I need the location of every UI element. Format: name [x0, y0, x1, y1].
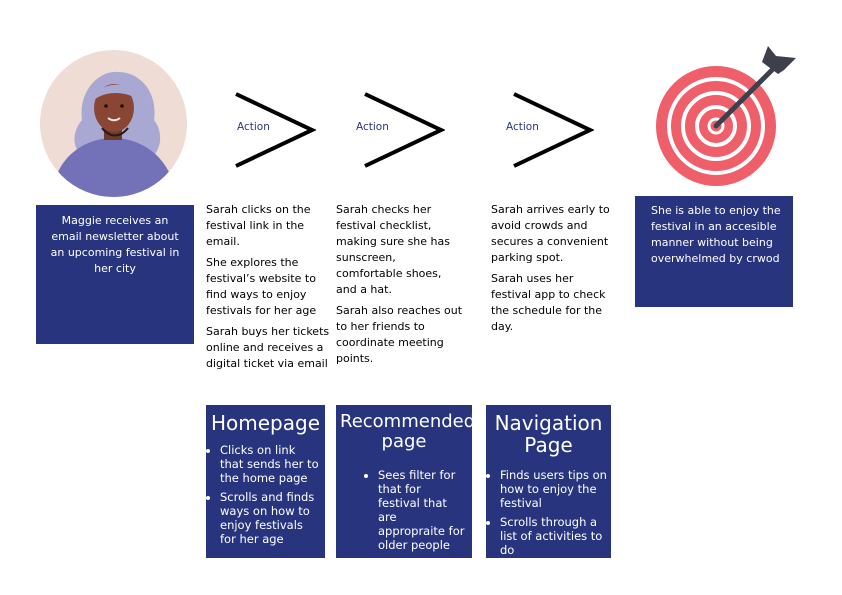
- bullet-item: • Clicks on link that sends her to the home page: [220, 443, 321, 485]
- woman-avatar-icon: [40, 50, 187, 197]
- screen-card-navigation: [486, 405, 611, 558]
- step-2-text: [336, 202, 464, 372]
- target-icon: [650, 40, 802, 190]
- step-paragraph: Sarah checks her festival checklist, making sure she has sunscreen, comfortable shoes, and a hat.: [336, 203, 450, 296]
- step-paragraph: She explores the festival’s website to find ways to enjoy festivals for her age: [206, 256, 317, 317]
- step-paragraph: Sarah arrives early to avoid crowds and secures a convenient parking spot.: [491, 203, 610, 264]
- bullet-item: • Sees filter for that for festival that are appropraite for older people: [378, 468, 466, 552]
- goal-target: [650, 40, 802, 190]
- bullet-item: • Scrolls and finds ways on how to enjoy festivals for her age: [220, 490, 321, 546]
- screen-card-recommended: [336, 405, 476, 558]
- step-paragraph: Sarah also reaches out to her friends to coordinate meeting points.: [336, 304, 463, 365]
- action-label: Action: [356, 121, 389, 133]
- action-arrow-1: [232, 90, 316, 170]
- screen-bullets: [206, 443, 325, 546]
- goal-card-text: She is able to enjoy the festival in an accesible manner without being overwhelmed by crwod: [651, 204, 781, 265]
- action-label: Action: [506, 121, 539, 133]
- bullet-item: • Scrolls through a list of activities to do: [500, 515, 607, 557]
- screen-bullets: [486, 468, 611, 557]
- screen-bullets: [364, 468, 466, 552]
- step-paragraph: Sarah clicks on the festival link in the email.: [206, 203, 311, 248]
- persona-avatar: [40, 50, 187, 197]
- bullet-item: • Finds users tips on how to enjoy the festival: [500, 468, 607, 510]
- action-arrow-2: [356, 90, 445, 170]
- screen-title: Navigation Page: [494, 411, 603, 457]
- step-paragraph: Sarah buys her tickets online and receives a digital ticket via email: [206, 325, 330, 370]
- action-label: Action: [237, 121, 270, 133]
- screen-title: Homepage: [210, 411, 320, 435]
- step-paragraph: Sarah uses her festival app to check the schedule for the day.: [491, 272, 606, 333]
- step-3-text: [491, 202, 613, 340]
- screen-card-homepage: [206, 405, 325, 558]
- screen-title: Recommended page: [340, 411, 476, 452]
- persona-card: [36, 205, 194, 344]
- step-1-text: [206, 202, 334, 377]
- goal-card: [635, 196, 793, 307]
- persona-card-text: Maggie receives an email newsletter about an upcoming festival in her city: [50, 214, 180, 275]
- action-arrow-3: [506, 90, 594, 170]
